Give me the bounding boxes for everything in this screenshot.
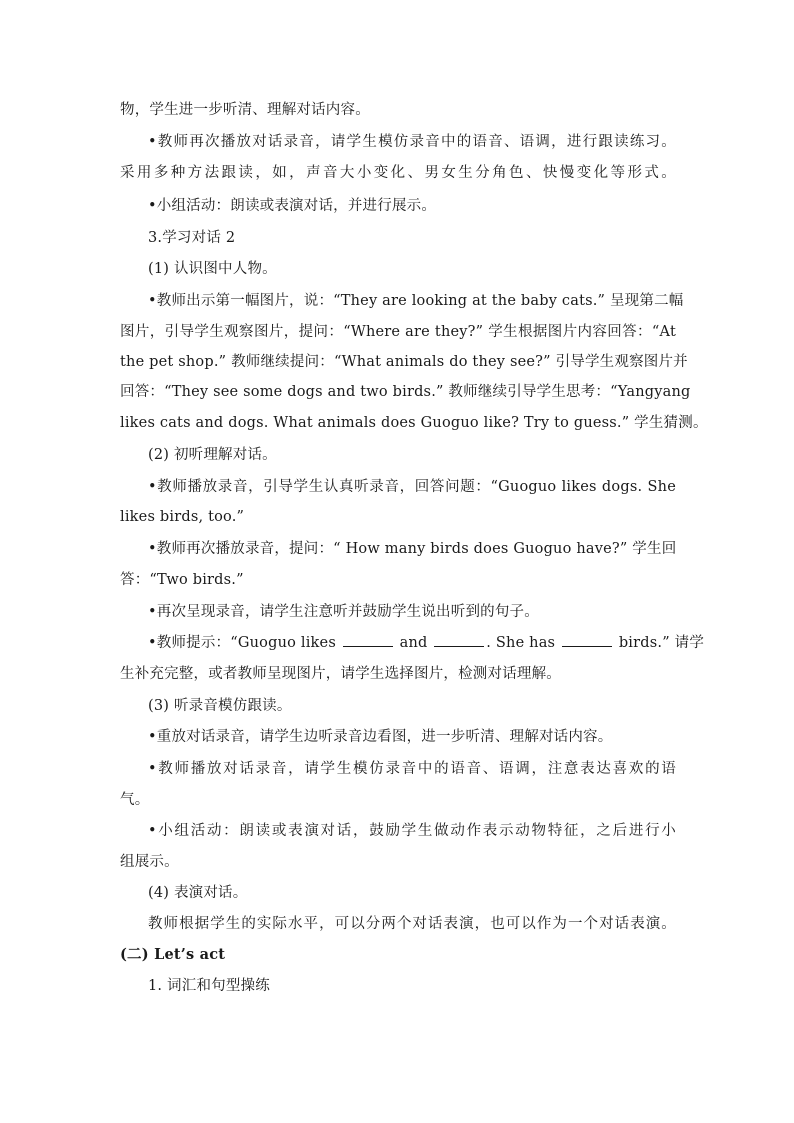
text-line: •教师出示第一幅图片，说：“They are looking at the baby cats.” 呈现第二幅 <box>148 293 684 309</box>
text-segment: . She has <box>486 635 556 651</box>
text-segment: •教师提示：“Guoguo likes <box>148 635 336 651</box>
text-line: •重放对话录音，请学生边听录音边看图，进一步听清、理解对话内容。 <box>148 729 613 745</box>
subsection-heading: (3) 听录音模仿跟读。 <box>148 698 292 714</box>
section-heading: 3.学习对话 2 <box>148 230 236 246</box>
fill-in-line <box>148 631 705 655</box>
text-line: 组展示。 <box>120 854 179 870</box>
subsection-heading: (1) 认识图中人物。 <box>148 261 277 277</box>
text-line: •教师再次播放录音，提问：“ How many birds does Guoguo have?” 学生回 <box>148 541 677 557</box>
subsection-heading: 1. 词汇和句型操练 <box>148 978 270 994</box>
text-line: 采用多种方法跟读，如，声音大小变化、男女生分角色、快慢变化等形式。 <box>120 165 676 181</box>
text-line: •小组活动：朗读或表演对话，并进行展示。 <box>148 198 437 214</box>
text-segment: and <box>399 635 428 651</box>
text-line: 答：“Two birds.” <box>120 572 244 588</box>
text-line: •小组活动：朗读或表演对话，鼓励学生做动作表示动物特征，之后进行小 <box>148 823 676 839</box>
subsection-heading: (4) 表演对话。 <box>148 885 248 901</box>
text-line: likes birds, too.” <box>120 509 245 525</box>
text-line: 物，学生进一步听清、理解对话内容。 <box>120 102 370 118</box>
text-line: likes cats and dogs. What animals does Guoguo like? Try to guess.” 学生猜测。 <box>120 415 708 431</box>
fill-blank <box>343 632 393 647</box>
text-segment: birds.” 请学 <box>618 635 705 651</box>
text-line: •再次呈现录音，请学生注意听并鼓励学生说出听到的句子。 <box>148 604 539 620</box>
fill-blank <box>434 632 484 647</box>
text-line: 教师根据学生的实际水平，可以分两个对话表演，也可以作为一个对话表演。 <box>148 916 676 932</box>
text-line: •教师播放录音，引导学生认真听录音，回答问题：“Guoguo likes dogs. She <box>148 479 676 495</box>
text-line: •教师再次播放对话录音，请学生模仿录音中的语音、语调，进行跟读练习。 <box>148 134 676 150</box>
text-line: 气。 <box>120 792 150 808</box>
text-line: 图片，引导学生观察图片，提问：“Where are they?” 学生根据图片内容回答：“At <box>120 324 676 340</box>
subsection-heading: (2) 初听理解对话。 <box>148 447 277 463</box>
fill-blank <box>562 632 612 647</box>
text-line: the pet shop.” 教师继续提问：“What animals do they see?” 引导学生观察图片并 <box>120 354 688 370</box>
text-line: 回答：“They see some dogs and two birds.” 教师继续引导学生思考：“Yangyang <box>120 384 691 400</box>
text-line: •教师播放对话录音，请学生模仿录音中的语音、语调，注意表达喜欢的语 <box>148 761 676 777</box>
text-line: 生补充完整，或者教师呈现图片，请学生选择图片，检测对话理解。 <box>120 666 561 682</box>
section-heading: (二) Let’s act <box>120 946 226 963</box>
